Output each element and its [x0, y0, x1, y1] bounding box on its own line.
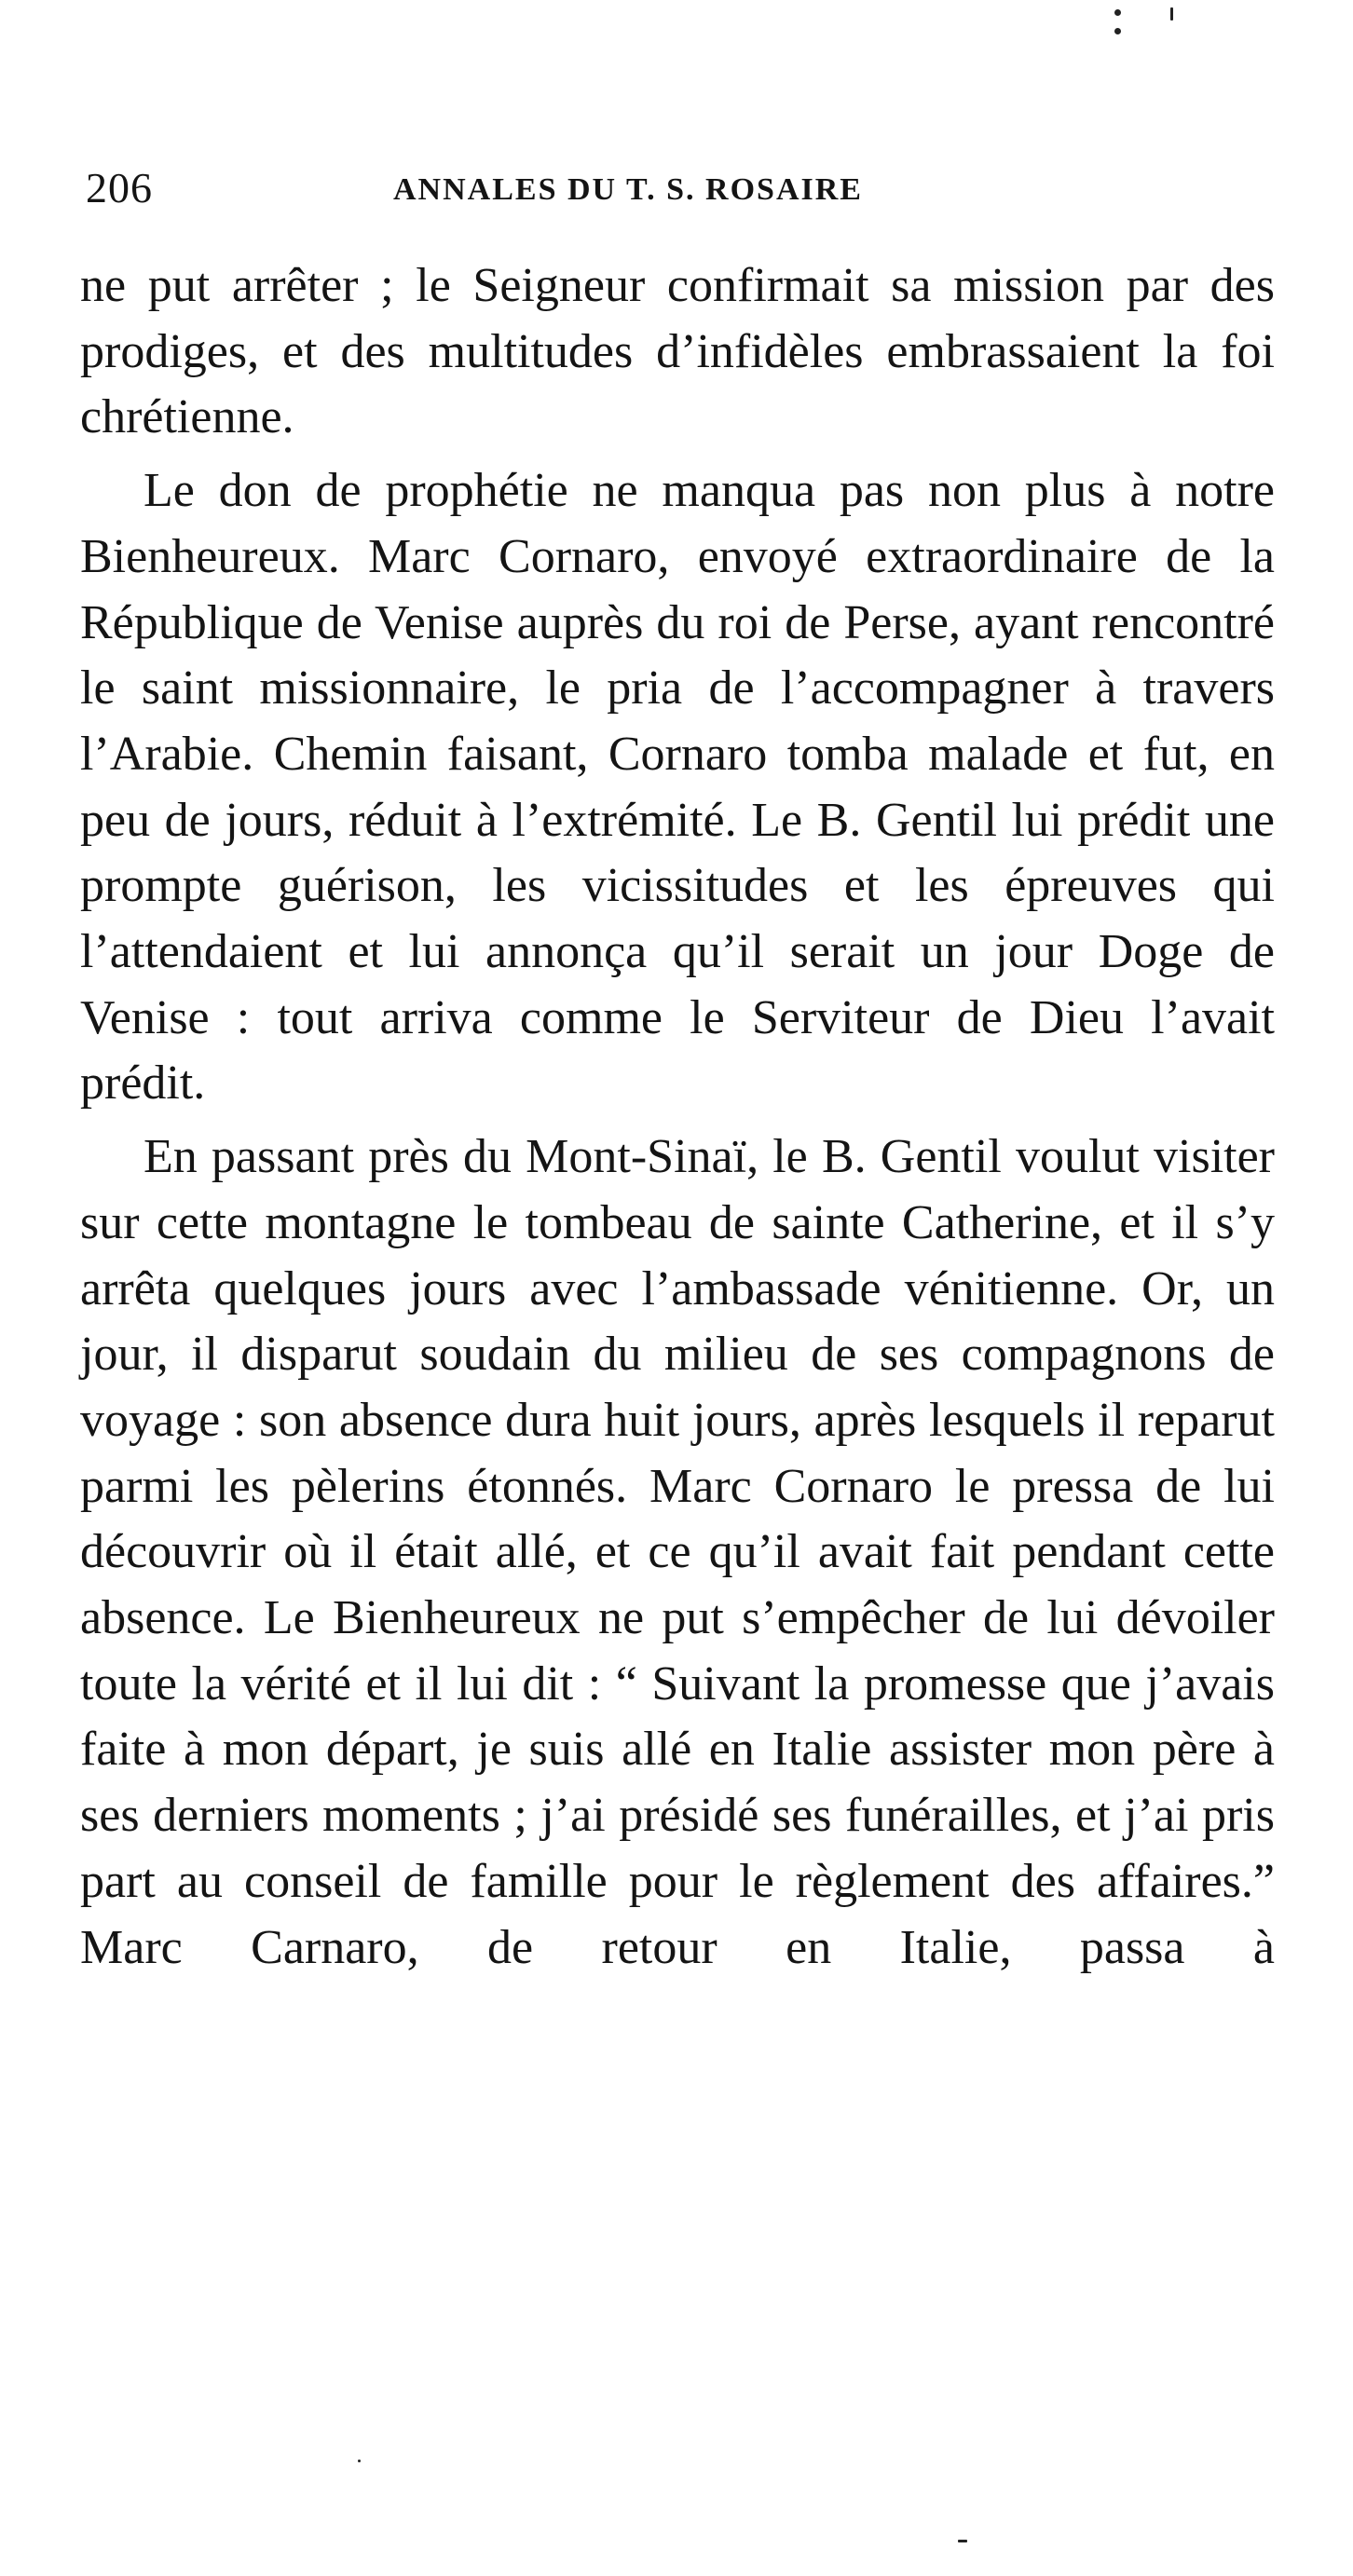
- scan-speck: [1114, 9, 1121, 16]
- scan-speck: [1114, 28, 1121, 34]
- page-number: 206: [86, 164, 153, 211]
- scan-speck: [358, 2460, 361, 2462]
- body-text: [80, 253, 1275, 1981]
- paragraph-1: ne put arrêter ; le Seigneur confirmait sa mission par des prodiges, et des multitudes d’infidèles embrassaient la foi chrétienne.: [80, 259, 1275, 444]
- paragraph-2: Le don de prophétie ne manqua pas non plus à notre Bienheureux. Marc Cornaro, envoyé extraordinaire de la République de Venise auprès du roi de Perse, ayant rencontré le saint missionnaire, le pria de l’accompagner à travers l’Arabie. Chemin faisant, Cornaro tomba malade et fut, en peu de jours, réduit à l’extrémité. Le B. Gentil lui prédit une prompte guérison, les vicissitudes et les épreuves qui l’attendaient et lui annonça qu’il serait un jour Doge de Venise : tout arriva comme le Serviteur de Dieu l’avait prédit.: [80, 464, 1275, 1111]
- scan-speck: [958, 2540, 967, 2542]
- scan-speck: [1170, 7, 1173, 20]
- running-title: ANNALES DU T. S. ROSAIRE: [393, 172, 863, 207]
- page-header: [86, 160, 1271, 216]
- paragraph-3: En passant près du Mont-Sinaï, le B. Gentil voulut visiter sur cette montagne le tombeau de sainte Catherine, et il s’y arrêta quelques jours avec l’ambassade vénitienne. Or, un jour, il disparut soudain du milieu de ses compagnons de voyage : son absence dura huit jours, après lesquels il reparut parmi les pèlerins étonnés. Marc Cornaro le pressa de lui découvrir où il était allé, et ce qu’il avait fait pendant cette absence. Le Bienheureux ne put s’empêcher de lui dévoiler toute la vérité et il lui dit : “ Suivant la promesse que j’avais faite à mon départ, je suis allé en Italie assister mon père à ses derniers moments ; j’ai présidé ses funérailles, et j’ai pris part au conseil de famille pour le règlement des affaires.” Marc Carnaro, de retour en Italie, passa à: [80, 1130, 1275, 1974]
